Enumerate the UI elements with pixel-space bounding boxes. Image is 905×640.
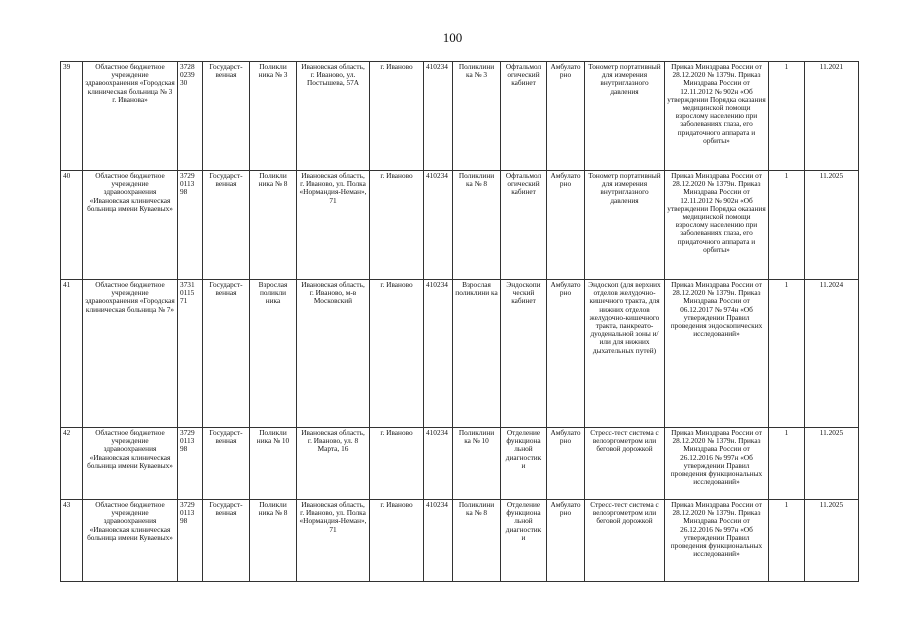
postcode: 410234 bbox=[424, 62, 453, 171]
room: Эндоскопи ческий кабинет bbox=[501, 280, 547, 428]
delivery-date: 11.2025 bbox=[805, 171, 859, 280]
regulatory-order: Приказ Минздрава России от 28.12.2020 № 1379н. Приказ Минздрава России от 12.11.2012 № 902н «Об утверждении Порядка оказания медицинской помощи взрослому населению при заболеваниях глаза, его придаточного аппарата и орбиты» bbox=[665, 171, 769, 280]
subunit: Взрослая поликлини ка bbox=[453, 280, 501, 428]
delivery-date: 11.2024 bbox=[805, 280, 859, 428]
unit-address: Ивановская область, г. Иваново, ул. Полка «Нормандия-Неман», 71 bbox=[297, 171, 370, 280]
ownership-form: Государст-венная bbox=[203, 62, 250, 171]
organization-name: Областное бюджетное учреждение здравоохранения «Ивановская клиническая больница имени Куваевых» bbox=[83, 500, 178, 582]
unit-address: Ивановская область, г. Иваново, ул. Постышева, 57А bbox=[297, 62, 370, 171]
row-number: 42 bbox=[61, 428, 83, 500]
city: г. Иваново bbox=[370, 428, 424, 500]
row-number: 39 bbox=[61, 62, 83, 171]
subunit: Поликлини ка № 3 bbox=[453, 62, 501, 171]
structural-unit: Поликли ника № 10 bbox=[250, 428, 297, 500]
city: г. Иваново bbox=[370, 280, 424, 428]
ownership-form: Государст-венная bbox=[203, 428, 250, 500]
subunit: Поликлини ка № 8 bbox=[453, 171, 501, 280]
row-number: 41 bbox=[61, 280, 83, 428]
organization-code: 3729 0113 98 bbox=[178, 171, 203, 280]
subunit: Поликлини ка № 8 bbox=[453, 500, 501, 582]
postcode: 410234 bbox=[424, 428, 453, 500]
quantity: 1 bbox=[769, 500, 805, 582]
delivery-date: 11.2025 bbox=[805, 428, 859, 500]
unit-address: Ивановская область, г. Иваново, ул. Полка «Нормандия-Неман», 71 bbox=[297, 500, 370, 582]
equipment-registry-table bbox=[60, 61, 859, 582]
room: Офтальмол огический кабинет bbox=[501, 171, 547, 280]
equipment-name: Тонометр портативный для измерения внутриглазного давления bbox=[585, 62, 665, 171]
structural-unit: Поликли ника № 8 bbox=[250, 171, 297, 280]
care-type: Амбулато рно bbox=[547, 280, 585, 428]
postcode: 410234 bbox=[424, 280, 453, 428]
city: г. Иваново bbox=[370, 500, 424, 582]
organization-code: 3729 0113 98 bbox=[178, 428, 203, 500]
postcode: 410234 bbox=[424, 500, 453, 582]
ownership-form: Государст-венная bbox=[203, 171, 250, 280]
table-row bbox=[61, 500, 859, 582]
care-type: Амбулато рно bbox=[547, 428, 585, 500]
city: г. Иваново bbox=[370, 62, 424, 171]
city: г. Иваново bbox=[370, 171, 424, 280]
equipment-name: Стресс-тест система с велоэргометром или беговой дорожкой bbox=[585, 500, 665, 582]
organization-name: Областное бюджетное учреждение здравоохранения «Городская клиническая больница № 3 г. Иванова» bbox=[83, 62, 178, 171]
room: Отделение функциона льной диагностик и bbox=[501, 500, 547, 582]
structural-unit: Взрослая поликли ника bbox=[250, 280, 297, 428]
organization-name: Областное бюджетное учреждение здравоохранения «Городская клиническая больница № 7» bbox=[83, 280, 178, 428]
row-number: 43 bbox=[61, 500, 83, 582]
organization-name: Областное бюджетное учреждение здравоохранения «Ивановская клиническая больница имени Куваевых» bbox=[83, 171, 178, 280]
organization-code: 3729 0113 98 bbox=[178, 500, 203, 582]
quantity: 1 bbox=[769, 280, 805, 428]
unit-address: Ивановская область, г. Иваново, ул. 8 Марта, 16 bbox=[297, 428, 370, 500]
regulatory-order: Приказ Минздрава России от 28.12.2020 № 1379н. Приказ Минздрава России от 12.11.2012 № 902н «Об утверждении Порядка оказания медицинской помощи взрослому населению при заболеваниях глаза, его придаточного аппарата и орбиты» bbox=[665, 62, 769, 171]
regulatory-order: Приказ Минздрава России от 28.12.2020 № 1379н. Приказ Минздрава России от 06.12.2017 № 974н «Об утверждении Правил проведения эндоскопических исследований» bbox=[665, 280, 769, 428]
room: Офтальмол огический кабинет bbox=[501, 62, 547, 171]
equipment-name: Стресс-тест система с велоэргометром или беговой дорожкой bbox=[585, 428, 665, 500]
regulatory-order: Приказ Минздрава России от 28.12.2020 № 1379н. Приказ Минздрава России от 26.12.2016 № 997н «Об утверждении Правил проведения функциональных исследований» bbox=[665, 500, 769, 582]
care-type: Амбулато рно bbox=[547, 500, 585, 582]
table-row bbox=[61, 62, 859, 171]
row-number: 40 bbox=[61, 171, 83, 280]
equipment-name: Тонометр портативный для измерения внутриглазного давления bbox=[585, 171, 665, 280]
table-row bbox=[61, 280, 859, 428]
postcode: 410234 bbox=[424, 171, 453, 280]
care-type: Амбулато рно bbox=[547, 171, 585, 280]
room: Отделение функциона льной диагностик и bbox=[501, 428, 547, 500]
unit-address: Ивановская область, г. Иваново, м-в Московский bbox=[297, 280, 370, 428]
ownership-form: Государст-венная bbox=[203, 500, 250, 582]
page-number: 100 bbox=[442, 30, 463, 45]
ownership-form: Государст-венная bbox=[203, 280, 250, 428]
subunit: Поликлини ка № 10 bbox=[453, 428, 501, 500]
organization-code: 3728 0239 30 bbox=[178, 62, 203, 171]
delivery-date: 11.2021 bbox=[805, 62, 859, 171]
table-row bbox=[61, 428, 859, 500]
care-type: Амбулато рно bbox=[547, 62, 585, 171]
structural-unit: Поликли ника № 8 bbox=[250, 500, 297, 582]
equipment-name: Эндоскоп (для верхних отделов желудочно-кишечного тракта, для нижних отделов желудочно-кишечного тракта, панкреато-дуоденальной зоны и/или для нижних дыхательных путей) bbox=[585, 280, 665, 428]
regulatory-order: Приказ Минздрава России от 28.12.2020 № 1379н. Приказ Минздрава России от 26.12.2016 № 997н «Об утверждении Правил проведения функциональных исследований» bbox=[665, 428, 769, 500]
quantity: 1 bbox=[769, 62, 805, 171]
organization-name: Областное бюджетное учреждение здравоохранения «Ивановская клиническая больница имени Куваевых» bbox=[83, 428, 178, 500]
quantity: 1 bbox=[769, 428, 805, 500]
delivery-date: 11.2025 bbox=[805, 500, 859, 582]
quantity: 1 bbox=[769, 171, 805, 280]
table-row bbox=[61, 171, 859, 280]
structural-unit: Поликли ника № 3 bbox=[250, 62, 297, 171]
organization-code: 3731 0115 71 bbox=[178, 280, 203, 428]
